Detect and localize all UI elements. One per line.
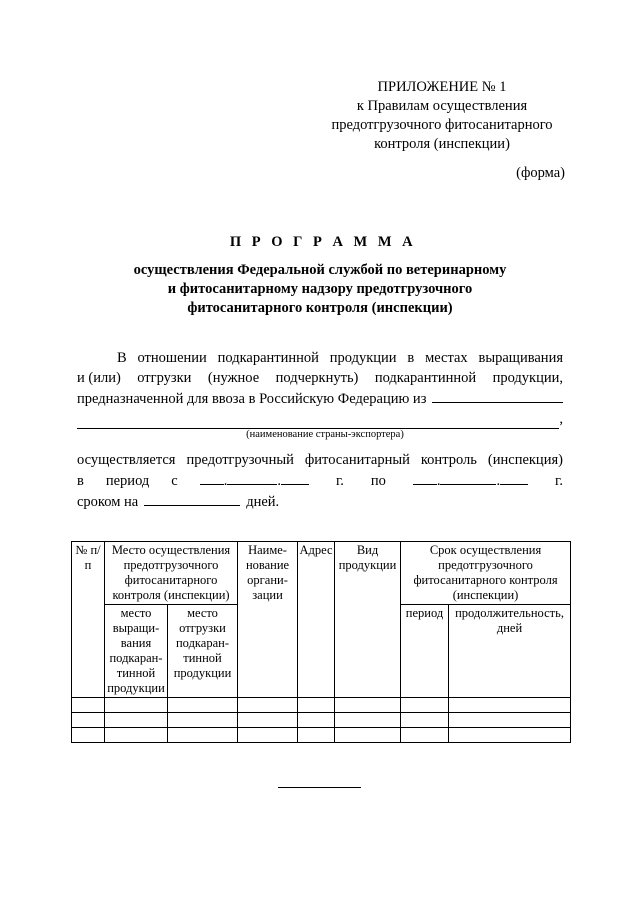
word: местах [425,350,468,366]
word: выращивания [478,350,563,366]
header-term: Срок осуществления предотгрузочного фитосанитарного контроля (инспекции) [401,542,571,605]
table-cell[interactable] [298,698,335,713]
end-year-field[interactable] [500,470,528,485]
table-cell[interactable] [72,698,105,713]
word: предотгрузочный [186,452,294,468]
word: продукции [329,350,397,366]
table-cell[interactable] [72,728,105,743]
word: отгрузки [137,370,192,386]
term-days-field[interactable] [144,491,240,506]
paragraph-inspection [77,450,563,512]
word: (инспекция) [487,452,563,468]
term-suffix: дней. [246,494,280,510]
term-prefix: сроком на [77,494,139,510]
header-number: № п/п [72,542,105,698]
table-cell[interactable] [335,698,401,713]
paragraph-line [77,348,563,368]
word: подкарантинной [374,370,477,386]
table-cell[interactable] [401,713,449,728]
table-cell[interactable] [449,698,571,713]
table-cell[interactable] [168,698,238,713]
appendix-line: контроля (инспекции) [374,136,510,152]
exporter-country-field[interactable] [432,388,563,403]
table-cell[interactable] [238,713,298,728]
header-duration: продолжительность, дней [449,605,571,698]
word: продукции, [492,370,563,386]
footer-divider [278,787,361,788]
table-cell[interactable] [105,713,168,728]
table-row [72,728,571,743]
header-place: Место осуществления предотгрузочного фитосанитарного контроля (инспекции) [105,542,238,605]
start-month-field[interactable] [227,470,277,485]
separator: . [496,473,501,489]
table-cell[interactable] [168,728,238,743]
table-cell[interactable] [238,698,298,713]
separator: . [223,473,228,489]
word: осуществляется [77,452,176,468]
comma: , [559,411,563,427]
header-organization: Наиме-нование органи-зации [238,542,298,698]
table-cell[interactable] [105,728,168,743]
table-cell[interactable] [401,728,449,743]
end-day-field[interactable] [413,470,437,485]
word: г. [335,473,344,489]
paragraph-line [77,388,563,409]
word: фитосанитарный [304,452,410,468]
appendix-line: ПРИЛОЖЕНИЕ № 1 [377,79,507,95]
header-place-shipping: место отгрузки подкаран-тинной продукции [168,605,238,698]
table-row [72,713,571,728]
word: в [77,473,84,489]
term-line [77,491,563,512]
form-label: (форма) [516,165,565,181]
header-address: Адрес [298,542,335,698]
word: подкарантинной [217,350,319,366]
table-cell[interactable] [298,713,335,728]
subtitle-line: фитосанитарного контроля (инспекции) [187,300,453,316]
start-year-field[interactable] [281,470,309,485]
word: отношении [137,350,207,366]
table-cell[interactable] [449,728,571,743]
word: подчеркнуть) [275,370,359,386]
paragraph-line [77,368,563,388]
header-period: период [401,605,449,698]
table-cell[interactable] [72,713,105,728]
inspection-table [71,541,571,743]
appendix-line: к Правилам осуществления [356,98,528,114]
header-place-growing: место выращи-вания подкаран-тинной продукции [105,605,168,698]
exporter-caption: (наименование страны-экспортера) [246,429,404,440]
table-cell[interactable] [168,713,238,728]
word: г. [555,473,563,489]
table-cell[interactable] [335,713,401,728]
table-cell[interactable] [335,728,401,743]
document-title: П Р О Г Р А М М А [229,234,417,250]
destination-text: предназначенной для ввоза в Российскую Федерацию из [77,391,427,407]
word: и (или) [77,370,121,386]
appendix-header [318,78,566,154]
table-cell[interactable] [298,728,335,743]
word: в [407,350,415,366]
subtitle-line: и фитосанитарному надзору предотгрузочного [167,281,473,297]
word: В [117,350,127,366]
separator: . [277,473,281,489]
word: по [370,473,386,489]
word: контроль [420,452,477,468]
header-product-kind: Вид продукции [335,542,401,698]
word: (нужное [207,370,260,386]
subtitle-line: осуществления Федеральной службой по ветеринарному [133,262,507,278]
table-cell[interactable] [105,698,168,713]
table-cell[interactable] [401,698,449,713]
appendix-line: предотгрузочного фитосанитарного [331,117,553,133]
end-month-field[interactable] [440,470,496,485]
table-cell[interactable] [449,713,571,728]
paragraph-products [77,348,563,441]
period-line [77,470,563,491]
start-day-field[interactable] [200,470,224,485]
separator: . [436,473,441,489]
word: период [105,473,150,489]
exporter-country-field-continued[interactable] [77,409,563,429]
table-row [72,698,571,713]
paragraph-line [77,450,563,470]
word: с [171,473,178,489]
table-cell[interactable] [238,728,298,743]
document-subtitle [80,261,560,318]
